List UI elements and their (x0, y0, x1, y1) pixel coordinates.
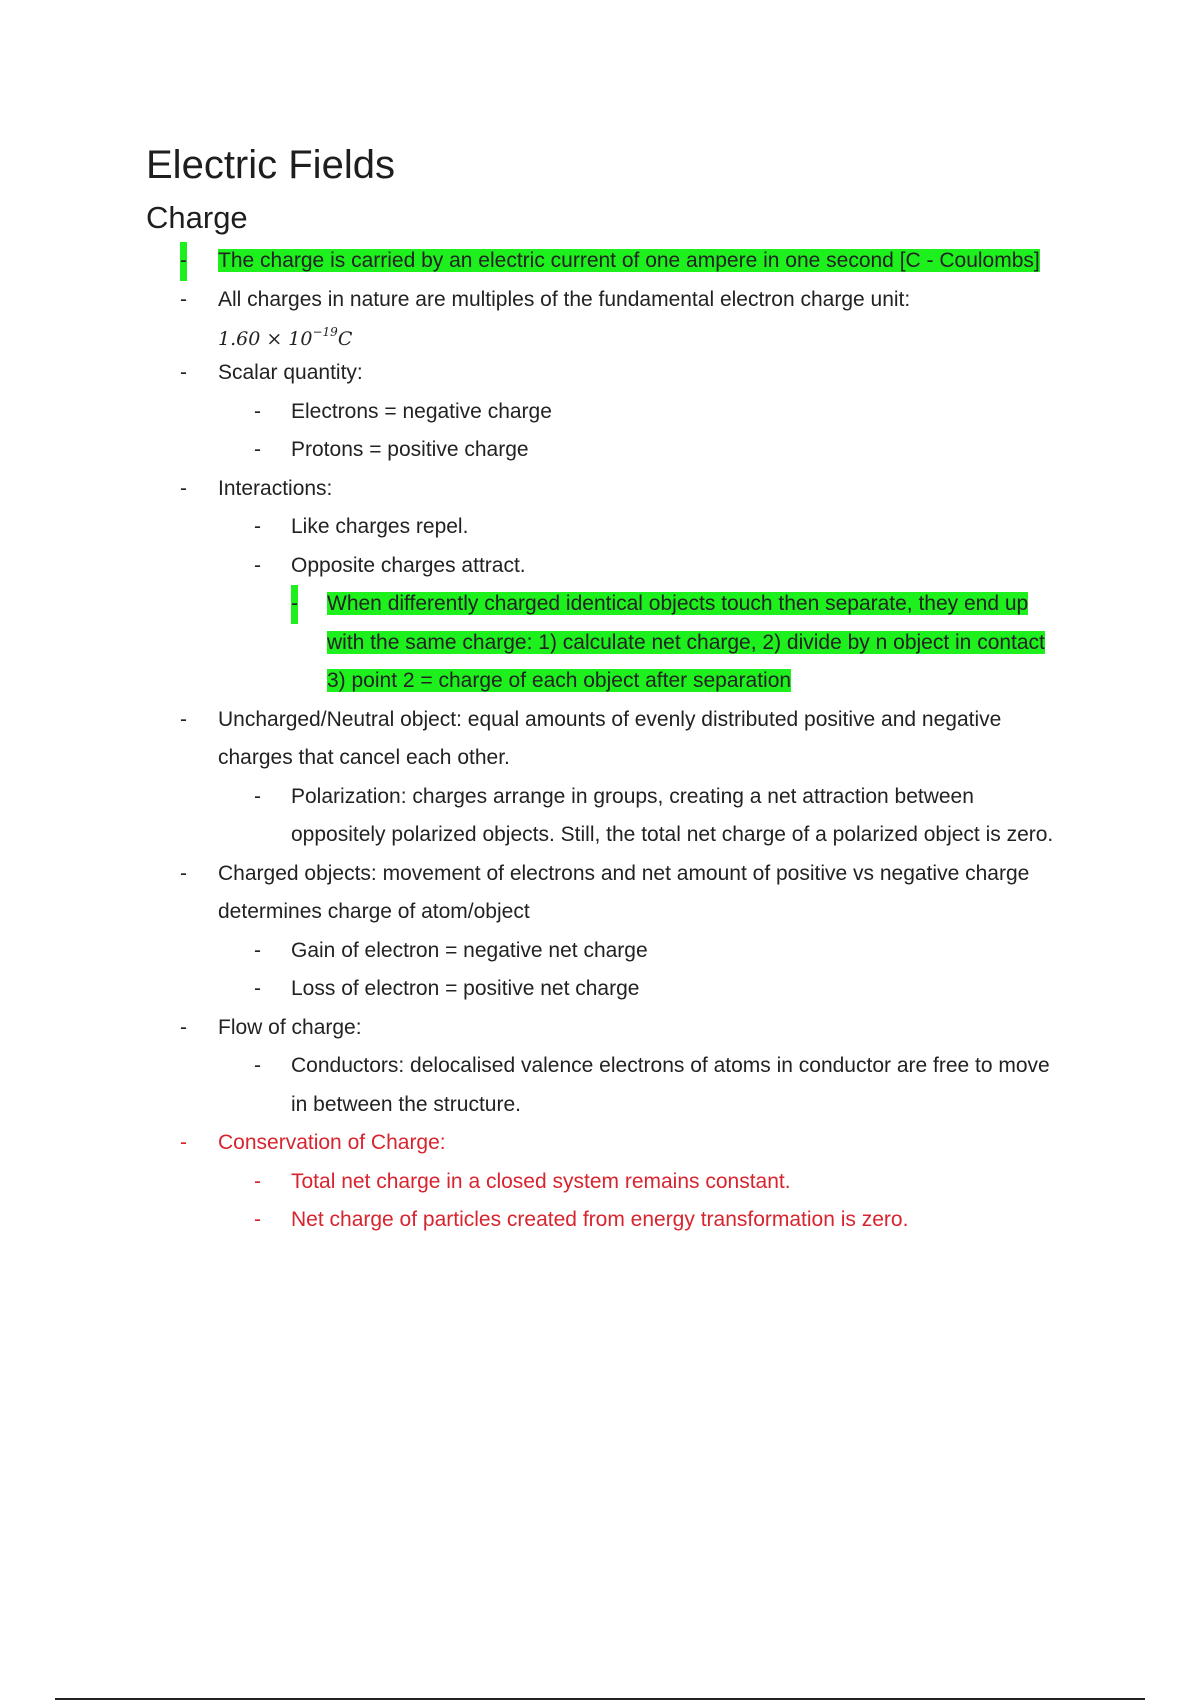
bullet-dash: - (254, 553, 261, 577)
list-item-multiples (146, 281, 1066, 355)
page-title: Electric Fields (146, 143, 395, 187)
list-item-opposite (218, 547, 1066, 701)
sub-list (218, 778, 1066, 855)
list-item-particles (218, 1201, 1066, 1240)
formula-base: 1.60 × 10 (218, 328, 313, 350)
list-item-conductors (218, 1047, 1066, 1124)
sub-list (218, 932, 1066, 1009)
list-item-text: Uncharged/Neutral object: equal amounts of evenly distributed positive and negative charges that cancel each other. (218, 707, 1002, 769)
list-item-neutral (146, 701, 1066, 855)
list-item-text: Electrons = negative charge (291, 399, 552, 423)
bullet-dash: - (180, 287, 187, 311)
bullet-dash: - (254, 1054, 261, 1077)
bullet-dash: - (254, 515, 261, 538)
sub-sub-list (291, 585, 1066, 701)
bullet-dash: - (180, 1015, 187, 1039)
bullet-dash: - (254, 438, 261, 461)
list-item-scalar (146, 354, 1066, 470)
highlighted-text: When differently charged identical objects touch then separate, they end up with the same charge: 1) calculate net charge, 2) divide by n object in contact 3) point 2 = charge of each object after separation (327, 592, 1045, 692)
formula-unit: C (337, 328, 353, 350)
section-heading: Charge (146, 200, 248, 235)
list-item-text: Interactions: (218, 476, 333, 500)
highlighted-text: The charge is carried by an electric current of one ampere in one second [C - Coulombs] (218, 249, 1040, 272)
list-item-text: Opposite charges attract. (291, 553, 526, 577)
list-item-text: Conservation of Charge: (218, 1131, 446, 1154)
list-item-touch (291, 585, 1066, 701)
list-item-text: Flow of charge: (218, 1015, 362, 1039)
sub-list (218, 508, 1066, 701)
list-item-text: Net charge of particles created from energy transformation is zero. (291, 1208, 909, 1231)
list-item-text: Conductors: delocalised valence electrons of atoms in conductor are free to move in between the structure. (291, 1054, 1050, 1116)
list-item-electrons (218, 393, 1066, 432)
bullet-list (146, 242, 1066, 1240)
bullet-dash: - (180, 242, 187, 281)
list-item-text: Total net charge in a closed system remains constant. (291, 1169, 791, 1193)
list-item-text: Charged objects: movement of electrons and net amount of positive vs negative charge determines charge of atom/object (218, 861, 1030, 923)
sub-list (218, 1047, 1066, 1124)
bullet-dash: - (180, 476, 187, 500)
bullet-dash: - (180, 861, 187, 885)
list-item-text: Scalar quantity: (218, 361, 363, 384)
bullet-dash: - (254, 938, 261, 962)
list-item-interactions (146, 470, 1066, 701)
list-item-conservation (146, 1124, 1066, 1240)
sub-list (218, 1163, 1066, 1240)
bullet-dash: - (254, 784, 261, 808)
list-item-loss (218, 970, 1066, 1009)
list-item-text: All charges in nature are multiples of the fundamental electron charge unit: (218, 287, 911, 311)
bullet-dash: - (291, 585, 298, 624)
list-item-definition (146, 242, 1066, 281)
bullet-dash: - (254, 977, 261, 1000)
list-item-charged (146, 855, 1066, 1009)
bullet-dash: - (254, 399, 261, 423)
list-item-text: Loss of electron = positive net charge (291, 977, 640, 1000)
list-item-text: Like charges repel. (291, 515, 469, 538)
bullet-dash: - (180, 1131, 187, 1154)
list-item-text: Protons = positive charge (291, 438, 529, 461)
bullet-dash: - (254, 1169, 261, 1193)
list-item-protons (218, 431, 1066, 470)
document-page (146, 140, 1066, 1240)
list-item-like (218, 508, 1066, 547)
list-item-text: Polarization: charges arrange in groups, creating a net attraction between oppositely polarized objects. Still, the total net charge of a polarized object is zero. (291, 784, 1054, 846)
formula-exponent: −19 (312, 325, 338, 339)
list-item-gain (218, 932, 1066, 971)
list-item-closed-system (218, 1163, 1066, 1202)
list-item-text: Gain of electron = negative net charge (291, 938, 648, 962)
list-item-flow (146, 1009, 1066, 1125)
list-item-polarization (218, 778, 1066, 855)
bullet-dash: - (180, 707, 187, 731)
electron-charge-formula (218, 317, 1066, 354)
bullet-dash: - (254, 1208, 261, 1231)
sub-list (218, 393, 1066, 470)
bullet-dash: - (180, 361, 187, 384)
